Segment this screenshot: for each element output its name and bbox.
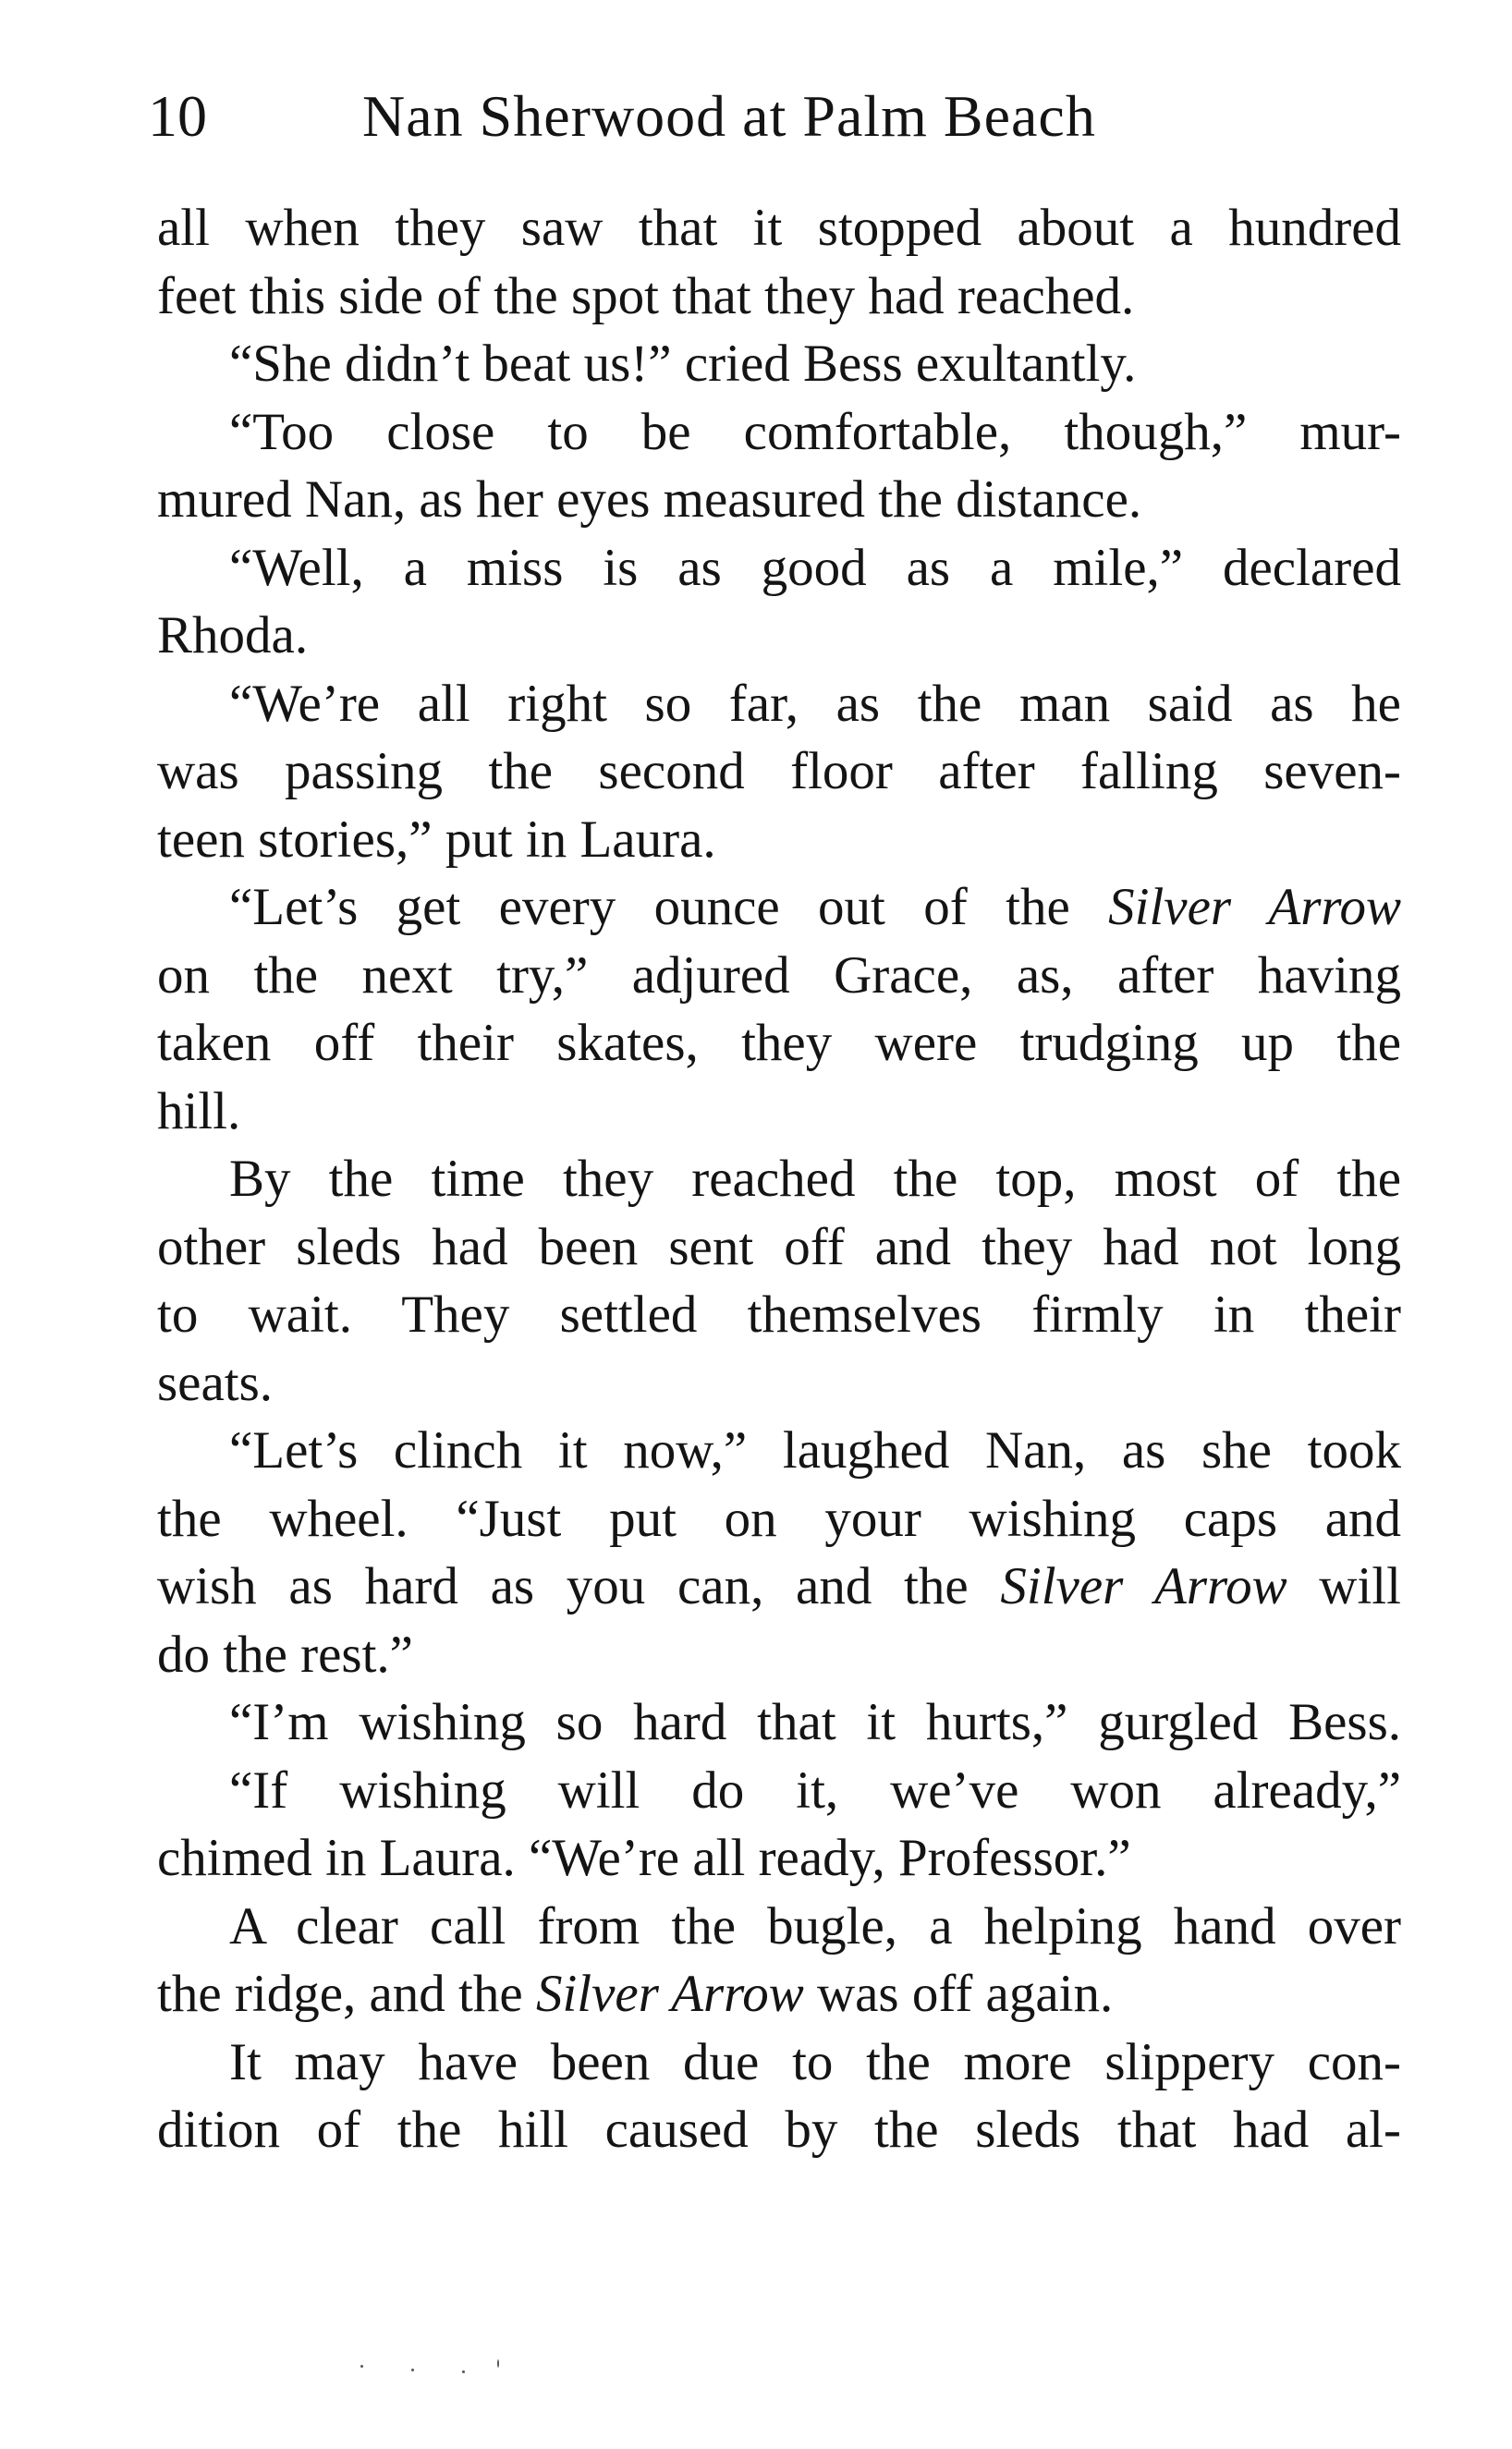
- text-span: feet this side of the spot that they had reached.: [157, 266, 1135, 325]
- text-span: will: [1286, 1557, 1401, 1615]
- text-span: “Let’s get every ounce out of the: [229, 878, 1109, 936]
- text-line: [157, 873, 1401, 942]
- text-span: “I’m wishing so hard that it hurts,” gurgled Bess.: [229, 1693, 1401, 1751]
- text-line: [157, 534, 1401, 603]
- text-span: “If wishing will do it, we’ve won already,”: [229, 1761, 1401, 1820]
- text-line: [157, 1553, 1401, 1621]
- paper-specks: [360, 2352, 527, 2380]
- text-line: [157, 194, 1401, 262]
- text-line: [157, 1145, 1401, 1213]
- speck-mark: [411, 2369, 414, 2371]
- text-span: the wheel. “Just put on your wishing caps and: [157, 1489, 1401, 1548]
- text-span: was off again.: [803, 1965, 1114, 2023]
- text-span: taken off their skates, they were trudging up the: [157, 1014, 1401, 1072]
- text-line: [157, 262, 1401, 331]
- text-line: [157, 1893, 1401, 1961]
- text-span: chimed in Laura. “We’re all ready, Professor.”: [157, 1829, 1131, 1887]
- text-span: all when they saw that it stopped about a hundred: [157, 199, 1401, 257]
- text-span: seats.: [157, 1353, 274, 1412]
- text-line: [157, 670, 1401, 738]
- speck-mark: [497, 2359, 499, 2368]
- text-span: was passing the second floor after falling seven-: [157, 742, 1401, 800]
- running-header: [148, 79, 1405, 153]
- italic-text: Silver Arrow: [535, 1965, 804, 2023]
- text-line: [157, 1213, 1401, 1282]
- text-span: dition of the hill caused by the sleds that had al-: [157, 2101, 1401, 2159]
- text-span: It may have been due to the more slippery con-: [229, 2032, 1401, 2091]
- italic-text: Silver Arrow: [1000, 1557, 1287, 1615]
- text-span: “Too close to be comfortable, though,” mur-: [229, 402, 1401, 461]
- text-span: to wait. They settled themselves firmly in their: [157, 1285, 1401, 1344]
- text-line: [157, 1621, 1401, 1689]
- text-line: [157, 2096, 1401, 2164]
- text-line: [157, 1281, 1401, 1349]
- text-span: “We’re all right so far, as the man said as he: [229, 674, 1401, 733]
- text-line: [157, 602, 1401, 670]
- body-text: [157, 194, 1401, 2164]
- text-line: [157, 737, 1401, 806]
- text-span: By the time they reached the top, most of the: [229, 1150, 1401, 1208]
- text-line: [157, 1960, 1401, 2029]
- text-span: on the next try,” adjured Grace, as, after having: [157, 945, 1401, 1005]
- text-line: [157, 1009, 1401, 1078]
- text-line: [157, 942, 1401, 1010]
- text-span: mured Nan, as her eyes measured the distance.: [157, 470, 1142, 529]
- speck-mark: [462, 2370, 465, 2373]
- text-line: [157, 1349, 1401, 1418]
- text-span: hill.: [157, 1081, 241, 1140]
- text-line: [157, 466, 1401, 534]
- text-span: wish as hard as you can, and the: [157, 1557, 1001, 1615]
- italic-text: Silver Arrow: [1108, 878, 1402, 936]
- text-line: [157, 2029, 1401, 2097]
- text-span: A clear call from the bugle, a helping hand over: [229, 1896, 1401, 1956]
- running-title: Nan Sherwood at Palm Beach: [362, 83, 1096, 149]
- text-line: [157, 1824, 1401, 1893]
- text-line: [157, 330, 1401, 398]
- text-line: [157, 1688, 1401, 1757]
- text-span: teen stories,” put in Laura.: [157, 810, 716, 869]
- text-line: [157, 1757, 1401, 1825]
- text-span: “Let’s clinch it now,” laughed Nan, as she took: [229, 1421, 1401, 1480]
- text-span: “Well, a miss is as good as a mile,” declared: [229, 538, 1401, 597]
- text-line: [157, 398, 1401, 467]
- page-number: 10: [148, 83, 207, 149]
- text-span: Rhoda.: [157, 606, 309, 664]
- text-line: [157, 1417, 1401, 1485]
- text-line: [157, 1485, 1401, 1553]
- text-span: the ridge, and the: [157, 1965, 536, 2023]
- text-line: [157, 1078, 1401, 1146]
- text-line: [157, 806, 1401, 874]
- text-span: do the rest.”: [157, 1625, 413, 1684]
- text-span: other sleds had been sent off and they had not long: [157, 1217, 1401, 1276]
- text-span: “She didn’t beat us!” cried Bess exultantly.: [229, 335, 1137, 393]
- speck-mark: [360, 2365, 363, 2368]
